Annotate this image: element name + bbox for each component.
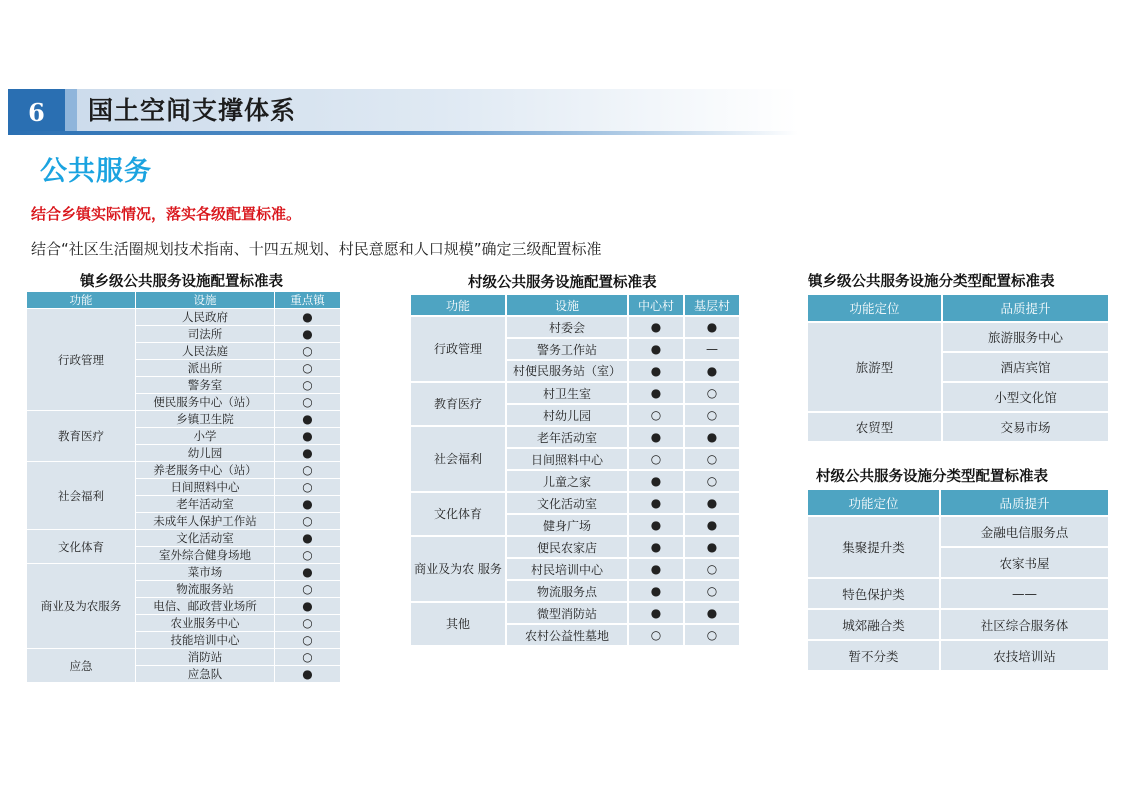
town-facility-cell: 便民服务中心（站） xyxy=(136,394,275,411)
village-mark-cell: ● xyxy=(628,602,684,624)
town-facility-cell: 司法所 xyxy=(136,326,275,343)
town-facility-cell: 日间照料中心 xyxy=(136,479,275,496)
town-mark-cell: ○ xyxy=(275,615,341,632)
table-row xyxy=(410,536,740,558)
village-mark-cell: ● xyxy=(684,514,740,536)
village-standard-table xyxy=(409,293,741,647)
description-text: 结合“社区生活圈规划技术指南、十四五规划、村民意愿和人口规模”确定三级配置标准 xyxy=(31,240,602,258)
town-facility-cell: 菜市场 xyxy=(136,564,275,581)
village-mark-cell: ○ xyxy=(684,558,740,580)
village-mark-cell: ● xyxy=(628,426,684,448)
badge-accent-strip xyxy=(65,89,77,135)
table-row xyxy=(807,578,1109,609)
village-mark-cell: — xyxy=(684,338,740,360)
village-type-facility-cell: 农技培训站 xyxy=(940,640,1109,671)
village-type-table-caption: 村级公共服务设施分类型配置标准表 xyxy=(816,469,1048,485)
village-function-cell: 行政管理 xyxy=(410,316,506,382)
village-facility-cell: 村委会 xyxy=(506,316,628,338)
town-type-header-cell: 品质提升 xyxy=(942,294,1109,322)
town-facility-cell: 幼儿园 xyxy=(136,445,275,462)
town-facility-cell: 人民政府 xyxy=(136,309,275,326)
town-facility-cell: 文化活动室 xyxy=(136,530,275,547)
village-type-facility-cell: 社区综合服务体 xyxy=(940,609,1109,640)
town-facility-cell: 物流服务站 xyxy=(136,581,275,598)
village-mark-cell: ○ xyxy=(684,624,740,646)
village-mark-cell: ● xyxy=(684,492,740,514)
village-header-cell: 基层村 xyxy=(684,294,740,316)
village-mark-cell: ● xyxy=(628,316,684,338)
village-facility-cell: 儿童之家 xyxy=(506,470,628,492)
page-title: 国土空间支撑体系 xyxy=(88,96,297,125)
town-facility-cell: 消防站 xyxy=(136,649,275,666)
village-mark-cell: ● xyxy=(628,382,684,404)
village-function-cell: 社会福利 xyxy=(410,426,506,492)
town-mark-cell: ○ xyxy=(275,360,341,377)
table-row xyxy=(410,492,740,514)
village-mark-cell: ○ xyxy=(628,404,684,426)
town-facility-cell: 电信、邮政营业场所 xyxy=(136,598,275,615)
table-row xyxy=(410,316,740,338)
village-type-header-cell: 品质提升 xyxy=(940,489,1109,516)
village-mark-cell: ● xyxy=(684,426,740,448)
town-function-cell: 教育医疗 xyxy=(27,411,136,462)
town-facility-cell: 技能培训中心 xyxy=(136,632,275,649)
town-mark-cell: ○ xyxy=(275,394,341,411)
village-mark-cell: ○ xyxy=(684,470,740,492)
town-function-cell: 社会福利 xyxy=(27,462,136,530)
village-type-facility-cell: 金融电信服务点 xyxy=(940,516,1109,547)
village-facility-cell: 物流服务点 xyxy=(506,580,628,602)
village-facility-cell: 村卫生室 xyxy=(506,382,628,404)
village-type-facility-cell: 农家书屋 xyxy=(940,547,1109,578)
town-mark-cell: ● xyxy=(275,428,341,445)
table-row xyxy=(807,516,1109,547)
village-mark-cell: ● xyxy=(628,580,684,602)
town-mark-cell: ● xyxy=(275,326,341,343)
village-mark-cell: ● xyxy=(684,360,740,382)
town-function-cell: 文化体育 xyxy=(27,530,136,564)
town-type-table-caption: 镇乡级公共服务设施分类型配置标准表 xyxy=(808,274,1055,290)
highlight-statement: 结合乡镇实际情况，落实各级配置标准。 xyxy=(31,205,302,223)
village-facility-cell: 日间照料中心 xyxy=(506,448,628,470)
table-header-row xyxy=(27,292,341,309)
section-number-badge xyxy=(8,89,65,135)
village-type-table xyxy=(806,488,1110,672)
village-type-function-cell: 城郊融合类 xyxy=(807,609,940,640)
village-mark-cell: ● xyxy=(684,316,740,338)
village-function-cell: 文化体育 xyxy=(410,492,506,536)
town-mark-cell: ○ xyxy=(275,513,341,530)
section-title: 公共服务 xyxy=(40,156,152,187)
town-facility-cell: 应急队 xyxy=(136,666,275,683)
town-mark-cell: ○ xyxy=(275,632,341,649)
town-mark-cell: ○ xyxy=(275,547,341,564)
town-mark-cell: ○ xyxy=(275,377,341,394)
town-standard-table xyxy=(26,291,341,683)
town-facility-cell: 农业服务中心 xyxy=(136,615,275,632)
header-underline xyxy=(8,131,798,135)
village-function-cell: 教育医疗 xyxy=(410,382,506,426)
village-function-cell: 商业及为农 服务 xyxy=(410,536,506,602)
town-type-facility-cell: 交易市场 xyxy=(942,412,1109,442)
town-mark-cell: ● xyxy=(275,496,341,513)
village-mark-cell: ○ xyxy=(628,448,684,470)
town-facility-cell: 人民法庭 xyxy=(136,343,275,360)
table-row xyxy=(807,322,1109,352)
table-header-row xyxy=(410,294,740,316)
village-mark-cell: ○ xyxy=(684,404,740,426)
town-type-function-cell: 旅游型 xyxy=(807,322,942,412)
village-mark-cell: ● xyxy=(628,492,684,514)
town-mark-cell: ○ xyxy=(275,343,341,360)
town-facility-cell: 室外综合健身场地 xyxy=(136,547,275,564)
table-row xyxy=(27,530,341,547)
table-row xyxy=(807,412,1109,442)
town-mark-cell: ○ xyxy=(275,649,341,666)
town-type-facility-cell: 旅游服务中心 xyxy=(942,322,1109,352)
town-mark-cell: ○ xyxy=(275,462,341,479)
village-header-cell: 设施 xyxy=(506,294,628,316)
village-function-cell: 其他 xyxy=(410,602,506,646)
village-table-caption: 村级公共服务设施配置标准表 xyxy=(468,275,657,291)
village-facility-cell: 便民农家店 xyxy=(506,536,628,558)
table-row xyxy=(27,462,341,479)
table-header-row xyxy=(807,294,1109,322)
town-type-facility-cell: 酒店宾馆 xyxy=(942,352,1109,382)
town-function-cell: 应急 xyxy=(27,649,136,683)
town-mark-cell: ○ xyxy=(275,581,341,598)
village-facility-cell: 健身广场 xyxy=(506,514,628,536)
village-mark-cell: ○ xyxy=(684,382,740,404)
village-mark-cell: ○ xyxy=(628,624,684,646)
village-facility-cell: 警务工作站 xyxy=(506,338,628,360)
town-mark-cell: ● xyxy=(275,666,341,683)
town-table-caption: 镇乡级公共服务设施配置标准表 xyxy=(80,274,283,290)
table-row xyxy=(27,411,341,428)
village-type-header-cell: 功能定位 xyxy=(807,489,940,516)
town-mark-cell: ● xyxy=(275,564,341,581)
table-row xyxy=(27,649,341,666)
town-mark-cell: ● xyxy=(275,309,341,326)
town-facility-cell: 派出所 xyxy=(136,360,275,377)
village-mark-cell: ● xyxy=(684,536,740,558)
town-mark-cell: ● xyxy=(275,411,341,428)
town-facility-cell: 警务室 xyxy=(136,377,275,394)
table-row xyxy=(27,564,341,581)
village-type-function-cell: 暂不分类 xyxy=(807,640,940,671)
town-facility-cell: 养老服务中心（站） xyxy=(136,462,275,479)
village-mark-cell: ○ xyxy=(684,448,740,470)
table-row xyxy=(410,602,740,624)
village-facility-cell: 农村公益性墓地 xyxy=(506,624,628,646)
village-header-cell: 功能 xyxy=(410,294,506,316)
village-mark-cell: ● xyxy=(628,558,684,580)
village-mark-cell: ● xyxy=(628,536,684,558)
village-facility-cell: 村便民服务站（室） xyxy=(506,360,628,382)
village-type-function-cell: 特色保护类 xyxy=(807,578,940,609)
village-facility-cell: 文化活动室 xyxy=(506,492,628,514)
village-facility-cell: 村民培训中心 xyxy=(506,558,628,580)
village-mark-cell: ● xyxy=(684,602,740,624)
town-facility-cell: 未成年人保护工作站 xyxy=(136,513,275,530)
section-number: 6 xyxy=(28,97,45,127)
town-mark-cell: ● xyxy=(275,445,341,462)
town-type-header-cell: 功能定位 xyxy=(807,294,942,322)
table-row xyxy=(410,426,740,448)
village-type-facility-cell: —— xyxy=(940,578,1109,609)
town-facility-cell: 乡镇卫生院 xyxy=(136,411,275,428)
table-row xyxy=(807,609,1109,640)
town-header-cell: 设施 xyxy=(136,292,275,309)
village-facility-cell: 老年活动室 xyxy=(506,426,628,448)
village-mark-cell: ● xyxy=(628,470,684,492)
village-header-cell: 中心村 xyxy=(628,294,684,316)
table-row xyxy=(27,309,341,326)
village-mark-cell: ● xyxy=(628,360,684,382)
town-mark-cell: ● xyxy=(275,530,341,547)
town-type-table xyxy=(806,293,1110,443)
town-facility-cell: 小学 xyxy=(136,428,275,445)
village-facility-cell: 微型消防站 xyxy=(506,602,628,624)
town-mark-cell: ● xyxy=(275,598,341,615)
town-type-facility-cell: 小型文化馆 xyxy=(942,382,1109,412)
town-header-cell: 重点镇 xyxy=(275,292,341,309)
town-function-cell: 行政管理 xyxy=(27,309,136,411)
town-header-cell: 功能 xyxy=(27,292,136,309)
village-type-function-cell: 集聚提升类 xyxy=(807,516,940,578)
town-function-cell: 商业及为农服务 xyxy=(27,564,136,649)
town-facility-cell: 老年活动室 xyxy=(136,496,275,513)
village-facility-cell: 村幼儿园 xyxy=(506,404,628,426)
town-mark-cell: ○ xyxy=(275,479,341,496)
village-mark-cell: ● xyxy=(628,514,684,536)
table-header-row xyxy=(807,489,1109,516)
village-mark-cell: ○ xyxy=(684,580,740,602)
village-mark-cell: ● xyxy=(628,338,684,360)
town-type-function-cell: 农贸型 xyxy=(807,412,942,442)
table-row xyxy=(807,640,1109,671)
table-row xyxy=(410,382,740,404)
